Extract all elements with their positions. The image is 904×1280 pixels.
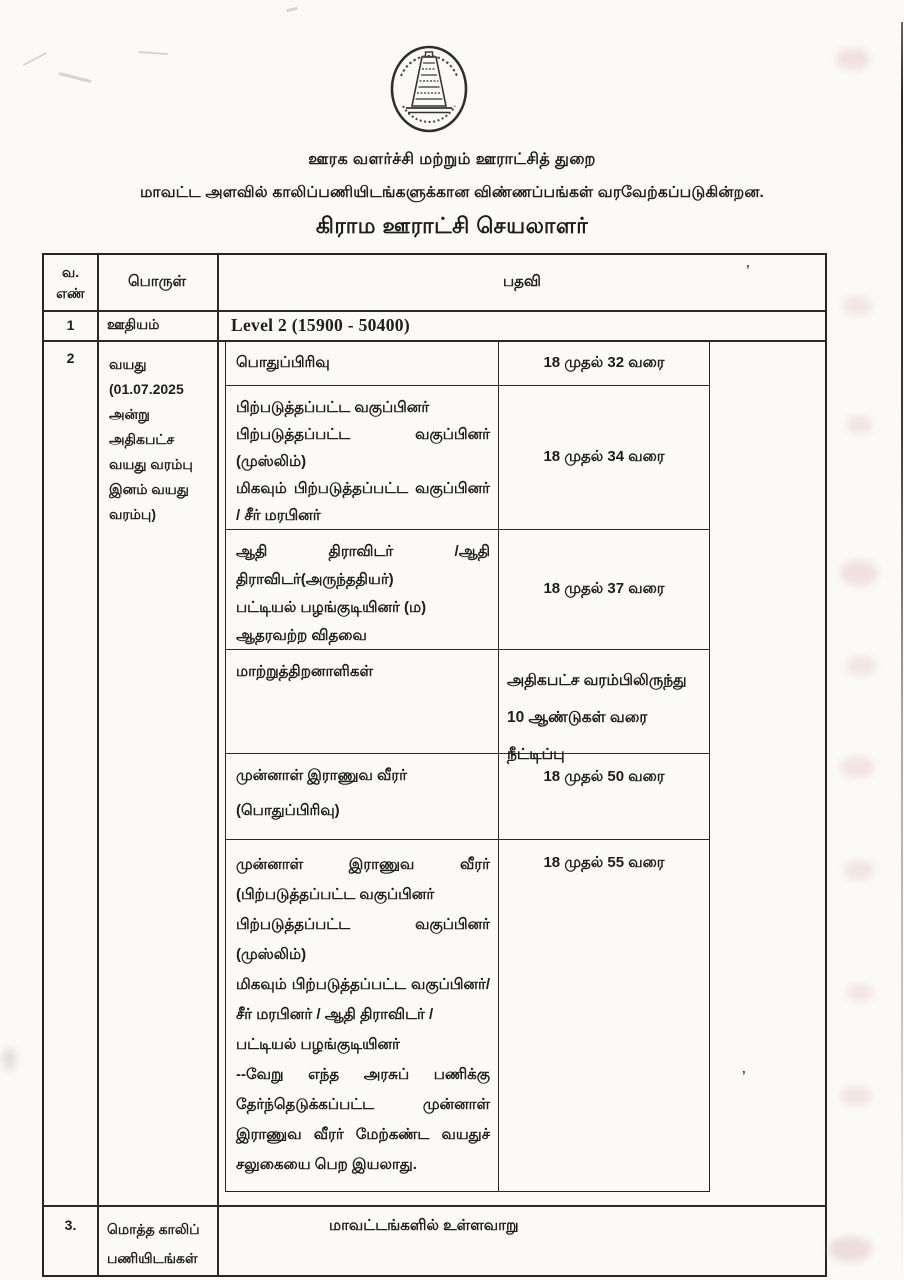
age-value-line: நீட்டிப்பு	[507, 746, 565, 763]
department-title: ஊரக வளர்ச்சி மற்றும் ஊராட்சித் துறை	[308, 151, 596, 168]
age-label-line: அதிகபட்ச	[109, 431, 175, 447]
header-subject: பொருள்	[127, 273, 187, 290]
header-serial-line2: எண்	[56, 284, 85, 301]
category-line: (பொதுப்பிரிவு)	[236, 802, 340, 819]
category-line: முன்னாள் இராணுவ வீரர்	[236, 856, 490, 873]
vacancy-row-number: 3.	[64, 1217, 77, 1233]
category-line: (முஸ்லிம்)	[236, 946, 307, 963]
scan-smudge	[836, 48, 870, 70]
scan-smudge	[846, 984, 874, 1002]
age-table-row-sc-st	[226, 529, 709, 649]
scan-smudge	[840, 560, 878, 586]
scan-streak	[138, 51, 168, 55]
age-value: 18 முதல் 32 வரை	[543, 353, 665, 371]
header-serial-line1: வ.	[61, 263, 80, 280]
category-line: சலுகையை பெற இயலாது.	[236, 1156, 417, 1173]
category-line: பட்டியல் பழங்குடியினர் (ம)	[236, 599, 427, 616]
vacancy-row-label	[97, 1205, 217, 1273]
category-line: முன்னாள் இராணுவ வீரர்	[236, 767, 407, 784]
category-line: மிகவும் பிற்படுத்தப்பட்ட வகுப்பினர்	[236, 480, 490, 497]
age-value: 18 முதல் 37 வரை	[543, 580, 665, 597]
age-row-label	[97, 340, 217, 527]
category-line: மாற்றுத்திறனாளிகள்	[236, 663, 374, 680]
scan-smudge	[842, 296, 872, 316]
scan-edge-line	[901, 22, 904, 1278]
age-table-row-bc	[226, 385, 709, 529]
category-line: ஆதி திராவிடர் /ஆதி	[236, 543, 490, 560]
category-line: பொதுப்பிரிவு	[236, 354, 330, 371]
category-line: பிற்படுத்தப்பட்ட வகுப்பினர்	[236, 916, 490, 933]
vacancy-label-line: மொத்த காலிப்	[107, 1221, 200, 1237]
age-label-line: இனம் வயது	[109, 481, 189, 497]
header-post: பதவி	[503, 273, 541, 290]
age-label-line: வரம்பு)	[109, 506, 156, 522]
category-line: தேர்ந்தெடுக்கப்பட்ட முன்னாள்	[236, 1096, 490, 1113]
notice-subtitle: மாவட்ட அளவில் காலிப்பணியிடங்களுக்கான விண்ணப்பங்கள் வரவேற்கப்படுகின்றன.	[139, 184, 765, 201]
age-table-row-general	[226, 341, 709, 385]
age-value: 18 முதல் 34 வரை	[543, 448, 665, 465]
scan-smudge	[840, 756, 874, 778]
age-label-line: வயது	[109, 356, 147, 372]
salary-row-label: ஊதியம்	[107, 315, 160, 332]
age-table-row-exserviceman-general	[226, 753, 709, 839]
category-line: ஆதரவற்ற விதவை	[236, 627, 367, 644]
category-line: மிகவும் பிற்படுத்தப்பட்ட வகுப்பினர்/	[236, 976, 490, 993]
scan-smudge	[828, 1236, 872, 1262]
vacancy-label-line: பணியிடங்கள்	[107, 1250, 198, 1266]
category-line: சீர் மரபினர் / ஆதி திராவிடர் /	[236, 1006, 434, 1023]
pen-tick-mark: ’	[742, 1068, 746, 1083]
scan-smudge	[846, 656, 876, 676]
category-line: இராணுவ வீரர் மேற்கண்ட வயதுச்	[236, 1126, 490, 1143]
government-seal-logo	[389, 44, 469, 134]
category-line: (பிற்படுத்தப்பட்ட வகுப்பினர்	[236, 886, 435, 903]
age-label-line: வயது வரம்பு	[109, 456, 193, 472]
scan-smudge	[846, 416, 872, 434]
column-divider	[217, 255, 219, 1275]
age-value: 18 முதல் 50 வரை	[543, 768, 665, 785]
age-limit-table	[225, 340, 710, 1192]
age-row-number: 2	[66, 350, 75, 366]
age-value-line: 10 ஆண்டுகள் வரை	[507, 709, 648, 726]
scan-streak	[286, 7, 298, 12]
scan-smudge	[2, 1048, 16, 1070]
pen-tick-mark: ’	[746, 262, 750, 277]
temple-gopuram-seal-icon	[389, 44, 469, 134]
age-label-line: அன்று	[109, 406, 150, 422]
category-line: பிற்படுத்தப்பட்ட வகுப்பினர்	[236, 426, 490, 443]
category-line: திராவிடர்(அருந்ததியர்)	[236, 571, 394, 588]
category-line: பிற்படுத்தப்பட்ட வகுப்பினர்	[236, 399, 430, 416]
age-value-line: அதிகபட்ச வரம்பிலிருந்து	[507, 672, 687, 689]
category-line: (முஸ்லிம்)	[236, 453, 307, 470]
scan-smudge	[844, 860, 874, 880]
scan-streak	[58, 72, 92, 83]
age-label-line: (01.07.2025	[109, 381, 184, 397]
age-table-row-differently-abled	[226, 649, 709, 763]
scan-streak	[23, 52, 47, 66]
age-value: 18 முதல் 55 வரை	[543, 854, 665, 871]
category-line: --வேறு எந்த அரசுப் பணிக்கு	[236, 1066, 490, 1083]
vacancy-row-value: மாவட்டங்களில் உள்ளவாறு	[329, 1217, 519, 1234]
category-line: / சீர் மரபினர்	[236, 507, 321, 524]
category-line: பட்டியல் பழங்குடியினர்	[236, 1036, 400, 1053]
salary-row-number: 1	[66, 317, 75, 333]
header-serial-no	[44, 255, 97, 310]
scan-smudge	[840, 1086, 872, 1106]
post-title: கிராம ஊராட்சி செயலாளர்	[315, 213, 589, 238]
age-table-row-exserviceman-reserved	[226, 839, 709, 1191]
age-value	[499, 650, 709, 763]
salary-row-value: Level 2 (15900 - 50400)	[231, 314, 410, 335]
